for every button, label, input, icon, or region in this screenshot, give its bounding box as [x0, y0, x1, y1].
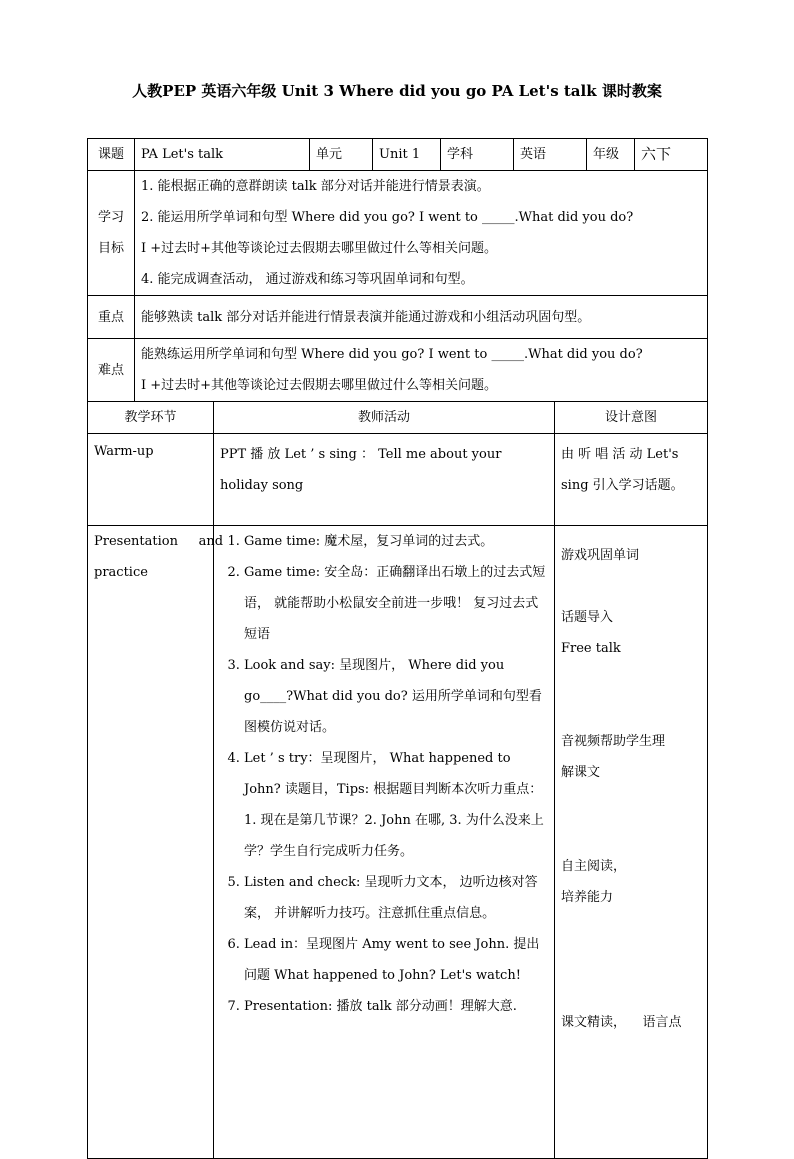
key-point-label: 重点 [88, 296, 135, 339]
presentation-stage-line: practice [94, 565, 148, 580]
header-design-intent: 设计意图 [555, 402, 708, 434]
goals-label-line1: 学习 [97, 210, 124, 225]
warmup-activity-line: holiday song [220, 478, 304, 493]
activity-item: 5. Listen and check: 呈现听力文本， 边听边核对答案， 并讲解听力技巧。注意抓住重点信息。 [244, 867, 548, 929]
intent-note: 音视频帮助学生理 [561, 734, 666, 749]
grade-value: 六下 [635, 139, 708, 171]
warmup-intent-line: sing 引入学习话题。 [561, 478, 684, 493]
goals-label-line2: 目标 [97, 241, 124, 256]
warmup-intent [555, 434, 708, 526]
activity-item: 7. Presentation: 播放 talk 部分动画！理解大意. [244, 991, 548, 1022]
unit-value: Unit 1 [373, 139, 441, 171]
activity-list [220, 526, 548, 1022]
difficulty-label: 难点 [88, 339, 135, 402]
header-teacher-activity: 教师活动 [214, 402, 555, 434]
activity-item: 6. Lead in：呈现图片 Amy went to see John. 提出问题 What happened to John? Let's watch! [244, 929, 548, 991]
key-point-text: 能够熟读 talk 部分对话并能进行情景表演并能通过游戏和小组活动巩固句型。 [135, 296, 708, 339]
intent-note: 课文精读， 语言点 [561, 1015, 682, 1030]
intent-note: 游戏巩固单词 [561, 548, 640, 563]
unit-label: 单元 [310, 139, 373, 171]
goal-line: 4. 能完成调查活动， 通过游戏和练习等巩固单词和句型。 [141, 272, 474, 287]
grade-label: 年级 [587, 139, 635, 171]
presentation-intent [555, 526, 708, 1159]
teaching-process-table [87, 401, 708, 1159]
page-title: 人教PEP 英语六年级 Unit 3 Where did you go PA Let's talk 课时教案 [132, 82, 662, 100]
presentation-stage [88, 526, 224, 1159]
lesson-info-table [87, 138, 708, 402]
header-stage: 教学环节 [88, 402, 214, 434]
activity-item: 4. Let ’ s try：呈现图片， What happened to John? 读题目，Tips: 根据题目判断本次听力重点：1. 现在是第几节课？2. John 在哪, 3. 为什么没来上学？学生自行完成听力任务。 [244, 743, 548, 867]
presentation-stage-line: Presentation and [94, 534, 224, 549]
topic-label: 课题 [88, 139, 135, 171]
goals-label [88, 171, 135, 296]
goals-content [135, 171, 708, 296]
intent-note: 自主阅读， [561, 859, 627, 874]
goal-line: 2. 能运用所学单词和句型 Where did you go? I went to _____.What did you do? [141, 210, 634, 225]
intent-note: Free talk [561, 641, 621, 656]
topic-value: PA Let's talk [135, 139, 310, 171]
intent-note: 解课文 [561, 765, 601, 780]
subject-value: 英语 [514, 139, 587, 171]
activity-item: 2. Game time: 安全岛：正确翻译出石墩上的过去式短语， 就能帮助小松鼠安全前进一步哦！ 复习过去式短语 [244, 557, 548, 650]
presentation-activity [214, 526, 555, 1159]
warmup-stage: Warm-up [88, 434, 214, 526]
warmup-activity [214, 434, 555, 526]
difficulty-line: I +过去时+其他等谈论过去假期去哪里做过什么等相关问题。 [141, 378, 498, 393]
intent-note: 话题导入 [561, 610, 614, 625]
difficulty-line: 能熟练运用所学单词和句型 Where did you go? I went to _____.What did you do? [141, 347, 643, 362]
activity-item: 1. Game time: 魔术屋，复习单词的过去式。 [244, 526, 548, 557]
goal-line: I +过去时+其他等谈论过去假期去哪里做过什么等相关问题。 [141, 241, 498, 256]
activity-item: 3. Look and say: 呈现图片， Where did you go____?What did you do? 运用所学单词和句型看图模仿说对话。 [244, 650, 548, 743]
intent-note: 培养能力 [561, 890, 614, 905]
difficulty-content [135, 339, 708, 402]
warmup-intent-line: 由 听 唱 活 动 Let's [561, 447, 679, 462]
subject-label: 学科 [441, 139, 514, 171]
warmup-activity-line: PPT 播 放 Let ’ s sing ： Tell me about your [220, 447, 502, 462]
goal-line: 1. 能根据正确的意群朗读 talk 部分对话并能进行情景表演。 [141, 179, 490, 194]
